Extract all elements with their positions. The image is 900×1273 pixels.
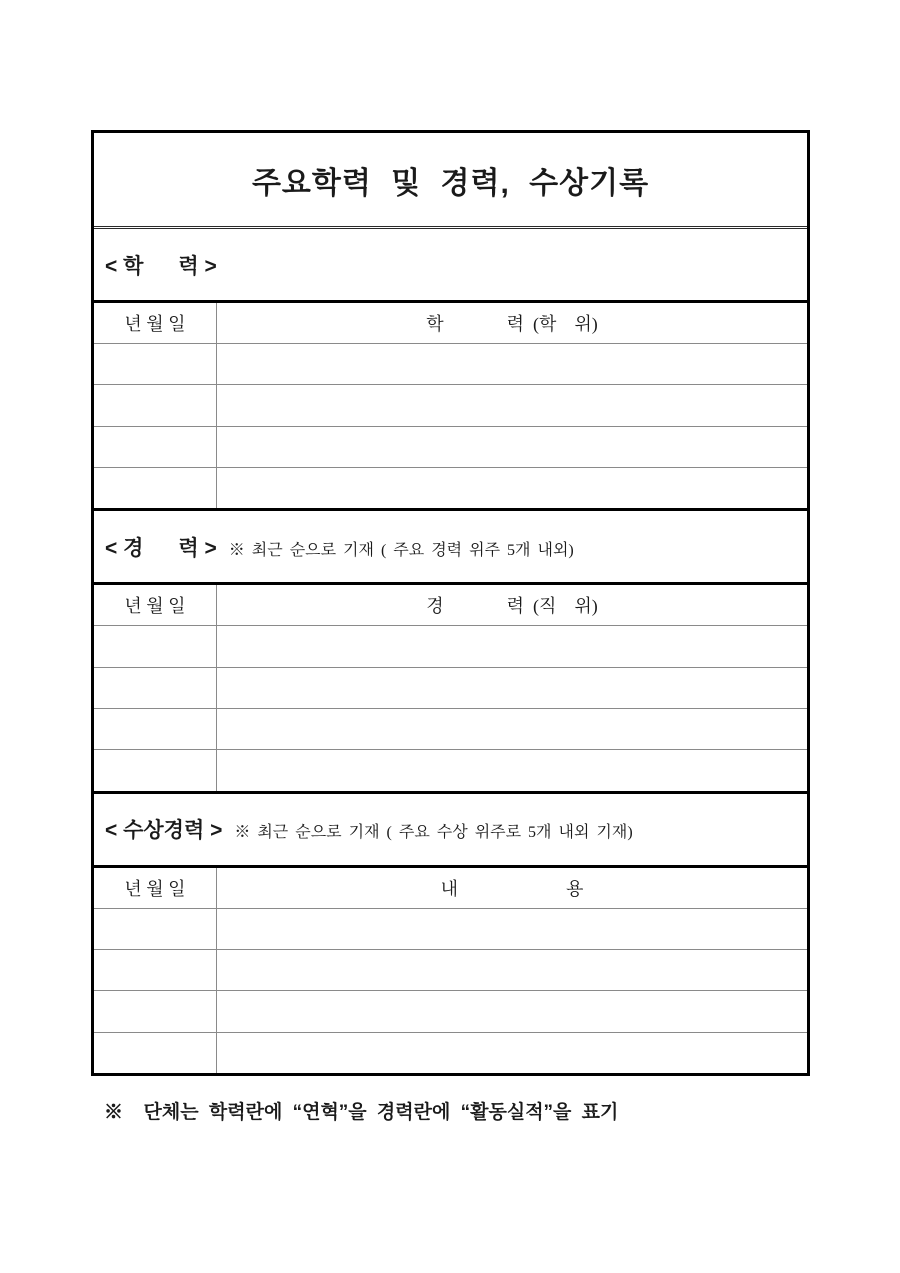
career-label: < 경 력 >	[105, 536, 217, 560]
table-row	[94, 708, 807, 749]
date-cell	[94, 909, 217, 949]
education-content-header: 학 력 (학 위)	[426, 314, 598, 334]
date-cell	[94, 385, 217, 425]
education-table	[94, 303, 807, 511]
content-cell	[217, 991, 807, 1031]
content-cell	[217, 709, 807, 749]
title-section	[94, 133, 807, 229]
content-cell	[217, 468, 807, 508]
table-row	[94, 625, 807, 666]
awards-date-header: 년 월 일	[94, 868, 217, 908]
footer-note: ※ 단체는 학력란에 “연혁”을 경력란에 “활동실적”을 표기	[104, 1102, 619, 1123]
table-row	[94, 990, 807, 1031]
content-cell	[217, 385, 807, 425]
content-cell	[217, 750, 807, 790]
date-cell	[94, 750, 217, 790]
table-row	[94, 384, 807, 425]
table-row	[94, 908, 807, 949]
content-cell	[217, 626, 807, 666]
awards-table	[94, 868, 807, 1073]
section-career-header	[94, 511, 807, 585]
date-cell	[94, 344, 217, 384]
awards-content-header: 내 용	[440, 878, 584, 899]
career-date-header: 년 월 일	[94, 585, 217, 625]
table-row	[94, 667, 807, 708]
date-cell	[94, 1033, 217, 1073]
content-cell	[217, 950, 807, 990]
content-cell	[217, 668, 807, 708]
date-cell	[94, 709, 217, 749]
career-note: ※ 최근 순으로 기재 ( 주요 경력 위주 5개 내외)	[228, 541, 574, 559]
date-cell	[94, 427, 217, 467]
form-container	[91, 130, 810, 1076]
table-row	[94, 749, 807, 790]
content-cell	[217, 427, 807, 467]
date-cell	[94, 626, 217, 666]
section-awards-header	[94, 794, 807, 868]
table-row	[94, 467, 807, 508]
career-header-row	[94, 585, 807, 625]
table-row	[94, 949, 807, 990]
awards-label: < 수상경력 >	[105, 819, 223, 843]
career-table	[94, 585, 807, 793]
awards-note: ※ 최근 순으로 기재 ( 주요 수상 위주로 5개 내외 기재)	[234, 824, 633, 842]
education-label: < 학 력 >	[105, 254, 217, 278]
table-row	[94, 1032, 807, 1073]
content-cell	[217, 909, 807, 949]
content-cell	[217, 344, 807, 384]
date-cell	[94, 668, 217, 708]
form-title: 주요학력 및 경력, 수상기록	[251, 166, 650, 200]
date-cell	[94, 468, 217, 508]
career-content-header: 경 력 (직 위)	[426, 596, 598, 617]
education-header-row	[94, 303, 807, 343]
table-row	[94, 426, 807, 467]
content-cell	[217, 1033, 807, 1073]
date-cell	[94, 991, 217, 1031]
section-education-header	[94, 229, 807, 303]
awards-header-row	[94, 868, 807, 908]
education-date-header: 년 월 일	[94, 303, 217, 343]
table-row	[94, 343, 807, 384]
date-cell	[94, 950, 217, 990]
